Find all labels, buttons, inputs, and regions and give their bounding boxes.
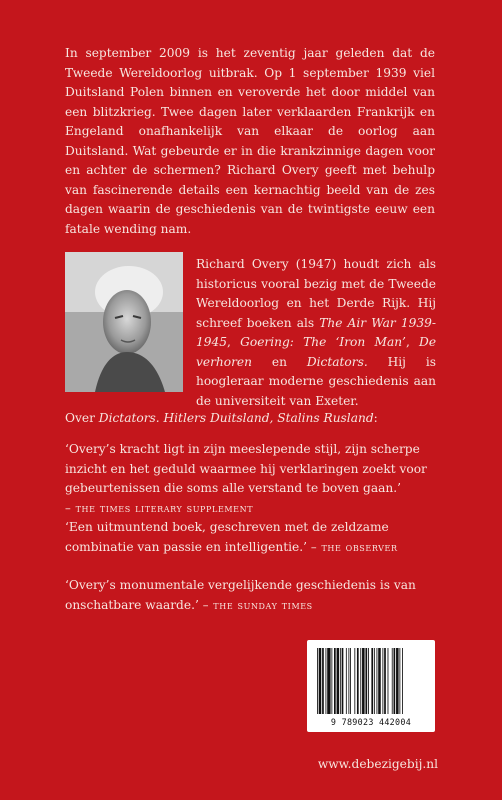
review-quote [65,576,437,615]
reviews-heading [65,409,435,429]
review-quote [65,518,437,557]
author-bio-outro: Hij is hoogleraar moderne geschiedenis aan de universiteit van Exeter. [196,354,436,408]
barcode-bar [384,648,386,714]
review-quote-text: ‘Overy’s monumentale vergelijkende geschiedenis is van onschatbare waarde.’ [65,578,416,612]
author-bio [196,255,436,411]
barcode-bar [337,648,340,714]
barcode-bar [357,648,359,714]
barcode-bar [402,648,403,714]
author-bio-separator: , [227,335,241,349]
barcode-bar [388,648,389,714]
barcode-icon [315,648,427,718]
book-title-dictators: Dictators. [306,354,368,369]
barcode-bar [378,648,381,714]
barcode-bar [319,648,322,714]
reviews-heading-prefix: Over [65,411,99,425]
book-title-goering: Goering: The ‘Iron Man’ [240,335,406,349]
barcode-digits: 9 789023 442004 [330,717,412,727]
barcode-bar [360,648,361,714]
barcode-bar [326,648,327,714]
book-title-air-war: The Air War 1939-1945 [196,315,436,349]
barcode-bar [396,648,399,714]
blurb-text: In september 2009 is het zeventig jaar geleden dat de Tweede Wereldoorlog uitbrak. Op 1 september 1939 viel Duitsland Polen binnen en veroverde het door middel van een blitzkrieg. Twee dagen later verklaarden Frankrijk en Engeland onafhankelijk van elkaar de oorlog aan Duitsland. Wat gebeurde er in die krankzinnige dagen voor en achter de schermen? Richard Overy geeft met behulp van fascinerende details een kernachtig beeld van de zes dagen waarin de geschiedenis van de twintigste eeuw een fatale wending nam. [65,46,435,236]
barcode-bar [377,648,378,714]
barcode-bar [340,648,341,714]
barcode-bar [371,648,373,714]
barcode-bar [365,648,367,714]
author-photo [65,252,183,392]
author-bio-separator: en [252,354,307,369]
barcode-bar [382,648,383,714]
barcode-bar [342,648,344,714]
author-portrait-icon [65,252,183,392]
barcode-bar [354,648,355,714]
barcode-bar [322,648,324,714]
barcode-bar [346,648,347,714]
review-quote-source: – the times literary supplement [65,500,254,515]
author-bio-intro: Richard Overy (1947) houdt zich als historicus vooral bezig met de Tweede Wereldoorlog en het Derde Rijk. Hij schreef boeken als [196,257,436,330]
review-quote-source: – the sunday times [202,597,313,612]
review-quote-text: ‘Een uitmuntend boek, geschreven met de zeldzame combinatie van passie en intelligentie.’ [65,520,389,554]
book-title-verhoren: De verhoren [196,335,437,369]
barcode-bar [392,648,393,714]
review-quote [65,440,437,518]
isbn-barcode [307,640,435,732]
barcode-bar [374,648,375,714]
review-quote-text: ‘Overy’s kracht ligt in zijn meeslepende stijl, zijn scherpe inzicht en het geduld waarmee hij verklaringen zoekt voor gebeurtenissen die soms alle verstand te boven gaan.’ [65,442,427,495]
reviews-heading-title: Dictators. Hitlers Duitsland, Stalins Rusland [98,411,374,425]
barcode-bar [362,648,365,714]
barcode-bar [334,648,336,714]
barcode-bar [317,648,318,714]
barcode-bar [394,648,396,714]
barcode-bar [327,648,330,714]
barcode-bar [350,648,351,714]
barcode-bar [348,648,349,714]
barcode-bar [399,648,400,714]
reviews-heading-suffix: : [373,411,378,425]
barcode-bar [368,648,369,714]
review-quote-source: – the observer [310,539,398,554]
publisher-website[interactable]: www.debezigebij.nl [317,757,438,771]
author-bio-separator: , [405,335,420,349]
barcode-bar [331,648,332,714]
